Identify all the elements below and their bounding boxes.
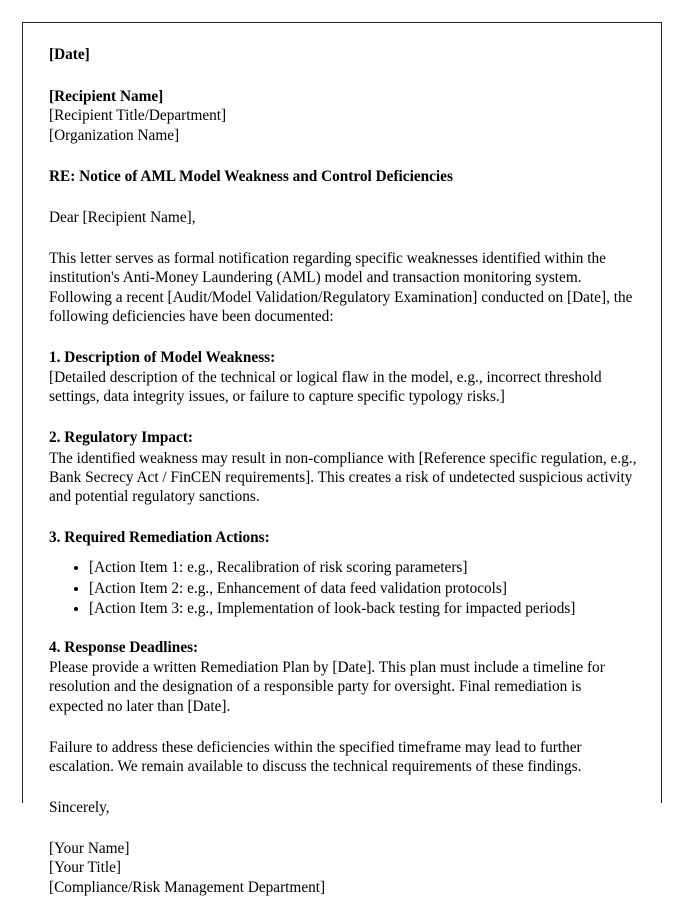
section-model-weakness [49,348,637,407]
closing-paragraph: Failure to address these deficiencies within the specified timeframe may lead to further escalation. We remain available to discuss the technical requirements of these findings. [49,738,582,775]
signer-title: [Your Title] [49,859,121,877]
intro-paragraph: This letter serves as formal notification regarding specific weaknesses identified within the institution's Anti-Money Laundering (AML) model and transaction monitoring system. Following a recent [Audit/Model Validation/Regulatory Examination] conducted on [Date], the following deficiencies have been documented: [49,250,633,325]
document-page [22,22,662,896]
list-item: • [Action Item 3: e.g., Implementation of look-back testing for impacted periods] [89,599,637,619]
section-heading: 2. Regulatory Impact: [49,429,194,447]
section-response-deadlines [49,638,637,716]
subject-line: RE: Notice of AML Model Weakness and Control Deficiencies [49,167,453,185]
letter-content [49,45,637,897]
letter-date: [Date] [49,46,90,63]
section-heading: 1. Description of Model Weakness: [49,348,276,366]
section-remediation-actions [49,528,637,619]
recipient-address-block [49,87,637,145]
signer-name: [Your Name] [49,840,130,858]
section-heading: 3. Required Remediation Actions: [49,529,270,547]
recipient-name: [Recipient Name] [49,88,164,106]
action-items-list [49,558,637,619]
section-heading: 4. Response Deadlines: [49,638,199,656]
signer-department: [Compliance/Risk Management Department] [49,878,326,896]
sign-off: Sincerely, [49,799,110,817]
section-body: [Detailed description of the technical or logical flaw in the model, e.g., incorrect threshold settings, data integrity issues, or failure to capture specific typology risks.] [49,369,602,406]
list-item: • [Action Item 2: e.g., Enhancement of data feed validation protocols] [89,579,637,599]
salutation: Dear [Recipient Name], [49,208,196,226]
section-body: Please provide a written Remediation Plan by [Date]. This plan must include a timeline for resolution and the designation of a responsible party for oversight. Final remediation is expected no later than [Date]. [49,659,605,715]
section-body: The identified weakness may result in non-compliance with [Reference specific regulation, e.g., Bank Secrecy Act / FinCEN requirements]. This creates a risk of undetected suspicious activity and potential regulatory sanctions. [49,449,637,505]
signature-block [49,839,637,897]
recipient-organization: [Organization Name] [49,126,180,144]
recipient-title: [Recipient Title/Department] [49,107,227,125]
section-regulatory-impact [49,428,637,506]
list-item: • [Action Item 1: e.g., Recalibration of risk scoring parameters] [89,558,637,578]
